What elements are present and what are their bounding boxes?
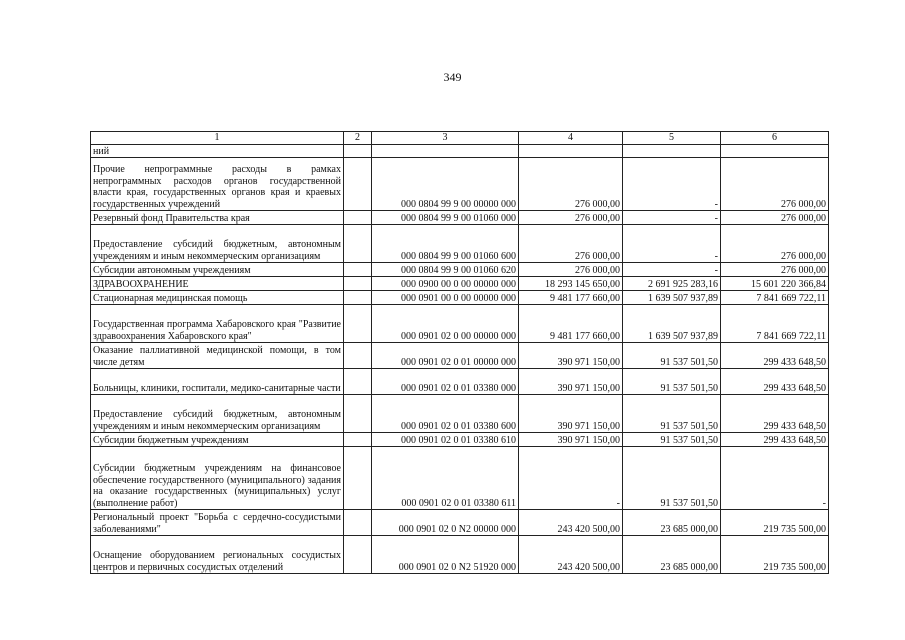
- row-regional: 7 841 669 722,11: [721, 291, 829, 305]
- row-regional: 7 841 669 722,11: [721, 305, 829, 343]
- table-row: [91, 510, 829, 536]
- row-regional: 299 433 648,50: [721, 343, 829, 369]
- row-name: Региональный проект "Борьба с сердечно-сосудистыми заболеваниями": [91, 510, 344, 536]
- header-cell-3: 3: [372, 132, 519, 145]
- row-code: 000 0901 02 0 01 03380 610: [372, 433, 519, 447]
- row-indicator: [344, 343, 372, 369]
- row-code: 000 0804 99 9 00 00000 000: [372, 158, 519, 211]
- row-total: 9 481 177 660,00: [519, 305, 623, 343]
- row-indicator: [344, 225, 372, 263]
- row-total: 9 481 177 660,00: [519, 291, 623, 305]
- row-indicator: [344, 447, 372, 510]
- row-name: ний: [91, 145, 344, 158]
- row-total: -: [519, 447, 623, 510]
- row-federal: 23 685 000,00: [623, 510, 721, 536]
- header-cell-1: 1: [91, 132, 344, 145]
- row-federal: 91 537 501,50: [623, 343, 721, 369]
- row-name: Стационарная медицинская помощь: [91, 291, 344, 305]
- row-regional: 299 433 648,50: [721, 433, 829, 447]
- row-name: Прочие непрограммные расходы в рамках непрограммных расходов органов государственной власти края, государственных органов края и краевых государственных учреждений: [91, 158, 344, 211]
- row-regional: 276 000,00: [721, 158, 829, 211]
- row-indicator: [344, 305, 372, 343]
- row-indicator: [344, 211, 372, 225]
- row-indicator: [344, 433, 372, 447]
- table-row: [91, 263, 829, 277]
- row-regional: 299 433 648,50: [721, 369, 829, 395]
- table-row: [91, 158, 829, 211]
- row-indicator: [344, 158, 372, 211]
- row-regional: 219 735 500,00: [721, 536, 829, 574]
- row-name: ЗДРАВООХРАНЕНИЕ: [91, 277, 344, 291]
- row-total: 18 293 145 650,00: [519, 277, 623, 291]
- row-federal: -: [623, 211, 721, 225]
- table-row: [91, 145, 829, 158]
- table-row: [91, 225, 829, 263]
- table-header-row: [91, 132, 829, 145]
- row-name: Резервный фонд Правительства края: [91, 211, 344, 225]
- row-code: 000 0804 99 9 00 01060 620: [372, 263, 519, 277]
- row-total: 276 000,00: [519, 263, 623, 277]
- table-row: [91, 433, 829, 447]
- row-code: 000 0901 02 0 N2 00000 000: [372, 510, 519, 536]
- row-federal: 2 691 925 283,16: [623, 277, 721, 291]
- table-row: [91, 536, 829, 574]
- row-federal: [623, 145, 721, 158]
- row-code: 000 0804 99 9 00 01060 000: [372, 211, 519, 225]
- row-federal: 91 537 501,50: [623, 433, 721, 447]
- row-name: Субсидии автономным учреждениям: [91, 263, 344, 277]
- row-federal: -: [623, 263, 721, 277]
- row-regional: 15 601 220 366,84: [721, 277, 829, 291]
- table-row: [91, 211, 829, 225]
- table-row: [91, 305, 829, 343]
- row-federal: 91 537 501,50: [623, 369, 721, 395]
- row-federal: 91 537 501,50: [623, 447, 721, 510]
- row-regional: 276 000,00: [721, 263, 829, 277]
- table-row: [91, 447, 829, 510]
- table-row: [91, 369, 829, 395]
- table-row: [91, 277, 829, 291]
- row-name: Больницы, клиники, госпитали, медико-санитарные части: [91, 369, 344, 395]
- row-regional: 219 735 500,00: [721, 510, 829, 536]
- row-code: 000 0901 02 0 01 03380 611: [372, 447, 519, 510]
- row-code: 000 0901 02 0 01 03380 000: [372, 369, 519, 395]
- row-name: Субсидии бюджетным учреждениям на финансовое обеспечение государственного (муниципального) задания на оказание государственных (муниципальных) услуг (выполнение работ): [91, 447, 344, 510]
- row-name: Оказание паллиативной медицинской помощи, в том числе детям: [91, 343, 344, 369]
- row-federal: -: [623, 158, 721, 211]
- row-federal: 91 537 501,50: [623, 395, 721, 433]
- row-total: 276 000,00: [519, 211, 623, 225]
- row-total: 390 971 150,00: [519, 395, 623, 433]
- page-number: 349: [443, 70, 462, 84]
- table-row: [91, 291, 829, 305]
- row-code: 000 0901 02 0 00 00000 000: [372, 305, 519, 343]
- row-total: 243 420 500,00: [519, 510, 623, 536]
- row-regional: -: [721, 447, 829, 510]
- row-code: 000 0804 99 9 00 01060 600: [372, 225, 519, 263]
- header-cell-5: 5: [623, 132, 721, 145]
- row-federal: -: [623, 225, 721, 263]
- row-total: 276 000,00: [519, 225, 623, 263]
- row-indicator: [344, 291, 372, 305]
- header-cell-4: 4: [519, 132, 623, 145]
- row-indicator: [344, 369, 372, 395]
- row-total: 276 000,00: [519, 158, 623, 211]
- table-row: [91, 395, 829, 433]
- row-indicator: [344, 277, 372, 291]
- row-code: [372, 145, 519, 158]
- table-row: [91, 343, 829, 369]
- row-code: 000 0900 00 0 00 00000 000: [372, 277, 519, 291]
- row-name: Оснащение оборудованием региональных сосудистых центров и первичных сосудистых отделений: [91, 536, 344, 574]
- row-indicator: [344, 510, 372, 536]
- row-indicator: [344, 263, 372, 277]
- row-regional: 276 000,00: [721, 211, 829, 225]
- row-federal: 1 639 507 937,89: [623, 291, 721, 305]
- row-regional: 276 000,00: [721, 225, 829, 263]
- header-cell-2: 2: [344, 132, 372, 145]
- row-name: Государственная программа Хабаровского края "Развитие здравоохранения Хабаровского края": [91, 305, 344, 343]
- budget-table: [90, 131, 829, 574]
- row-total: 243 420 500,00: [519, 536, 623, 574]
- row-code: 000 0901 02 0 01 03380 600: [372, 395, 519, 433]
- row-regional: 299 433 648,50: [721, 395, 829, 433]
- row-indicator: [344, 536, 372, 574]
- header-cell-6: 6: [721, 132, 829, 145]
- row-name: Предоставление субсидий бюджетным, автономным учреждениям и иным некоммерческим организациям: [91, 395, 344, 433]
- row-name: Предоставление субсидий бюджетным, автономным учреждениям и иным некоммерческим организациям: [91, 225, 344, 263]
- row-name: Субсидии бюджетным учреждениям: [91, 433, 344, 447]
- row-code: 000 0901 02 0 N2 51920 000: [372, 536, 519, 574]
- row-total: 390 971 150,00: [519, 433, 623, 447]
- row-total: 390 971 150,00: [519, 369, 623, 395]
- row-regional: [721, 145, 829, 158]
- row-indicator: [344, 145, 372, 158]
- row-code: 000 0901 00 0 00 00000 000: [372, 291, 519, 305]
- row-federal: 23 685 000,00: [623, 536, 721, 574]
- row-indicator: [344, 395, 372, 433]
- row-total: [519, 145, 623, 158]
- row-code: 000 0901 02 0 01 00000 000: [372, 343, 519, 369]
- row-total: 390 971 150,00: [519, 343, 623, 369]
- row-federal: 1 639 507 937,89: [623, 305, 721, 343]
